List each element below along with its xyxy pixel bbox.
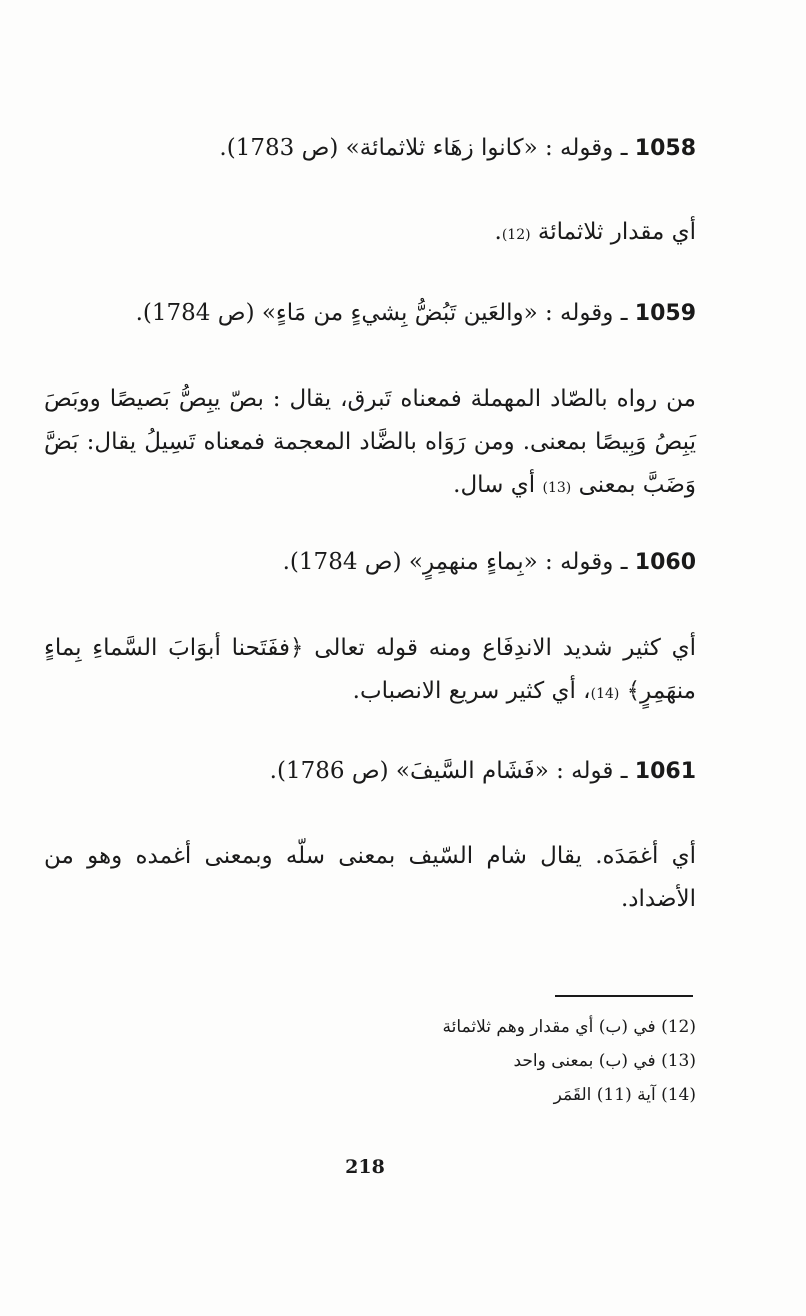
entry-quote: وقوله : «والعَين تَبُضُّ بِشيءٍ من مَاءٍ» (ص 1784). bbox=[135, 300, 614, 326]
entry-number: 1061 bbox=[634, 759, 696, 784]
footnote-ref: (14) bbox=[590, 686, 620, 702]
entry-quote: وقوله : «بِماءٍ منهمِرٍ» (ص 1784). bbox=[282, 549, 614, 575]
explanation-text-end: أي سال. bbox=[453, 472, 536, 498]
footnote-13: (13) في (ب) بمعنى واحد bbox=[513, 1051, 696, 1071]
entry-number: 1060 bbox=[634, 550, 696, 575]
explanation-text: أي كثير شديد الاندِفَاع ومنه قوله تعالى ﴿ففَتَحنا أبوَابَ السَّماءِ بِماءٍ منهَمِرٍ﴾ bbox=[44, 635, 696, 704]
entry-1058-heading bbox=[44, 127, 696, 170]
entry-1059-explanation bbox=[44, 378, 696, 510]
entry-dash: ـ bbox=[613, 549, 635, 575]
footnote-12: (12) في (ب) أي مقدار وهم ثلاثمائة bbox=[442, 1017, 696, 1037]
explanation-text: أي مقدار ثلاثمائة bbox=[537, 219, 696, 245]
entry-1060-heading bbox=[44, 541, 696, 584]
footnote-divider bbox=[555, 995, 693, 997]
footnote-ref: (12) bbox=[501, 227, 531, 243]
entry-dash: ـ bbox=[613, 135, 635, 161]
explanation-text: أي أغمَدَه. يقال شام السّيف بمعنى سلّه وبمعنى أغمده وهو من الأضداد. bbox=[44, 843, 696, 912]
entry-quote: قوله : «فَشَام السَّيفَ» (ص 1786). bbox=[269, 758, 614, 784]
entry-quote: وقوله : «كانوا زهَاء ثلاثمائة» (ص 1783). bbox=[219, 135, 614, 161]
footnotes bbox=[300, 1010, 696, 1112]
footnote-14: (14) آية (11) القَمَر bbox=[553, 1085, 696, 1105]
explanation-end: . bbox=[494, 219, 502, 245]
entry-1058-explanation bbox=[44, 211, 696, 257]
entry-1061-explanation bbox=[44, 835, 696, 921]
explanation-text-end: ، أي كثير سريع الانصباب. bbox=[352, 678, 591, 704]
entry-1059-heading bbox=[44, 292, 696, 335]
entry-dash: ـ bbox=[613, 758, 635, 784]
entry-dash: ـ bbox=[613, 300, 635, 326]
entry-number: 1059 bbox=[634, 301, 696, 326]
entry-number: 1058 bbox=[634, 136, 696, 161]
entry-1061-heading bbox=[44, 750, 696, 793]
page-number: 218 bbox=[345, 1156, 385, 1178]
footnote-ref: (13) bbox=[542, 480, 572, 496]
entry-1060-explanation bbox=[44, 627, 696, 716]
explanation-text: من رواه بالصّاد المهملة فمعناه تَبرق، يقال : بصّ يبِصُّ بَصيصًا ووبَصَ يَبِصُ وَبِيصًا بمعنى. ومن رَوَاه بالضَّاد المعجمة فمعناه تَسِيلُ يقال: بَضَّ وَضَبَّ بمعنى bbox=[44, 386, 696, 498]
